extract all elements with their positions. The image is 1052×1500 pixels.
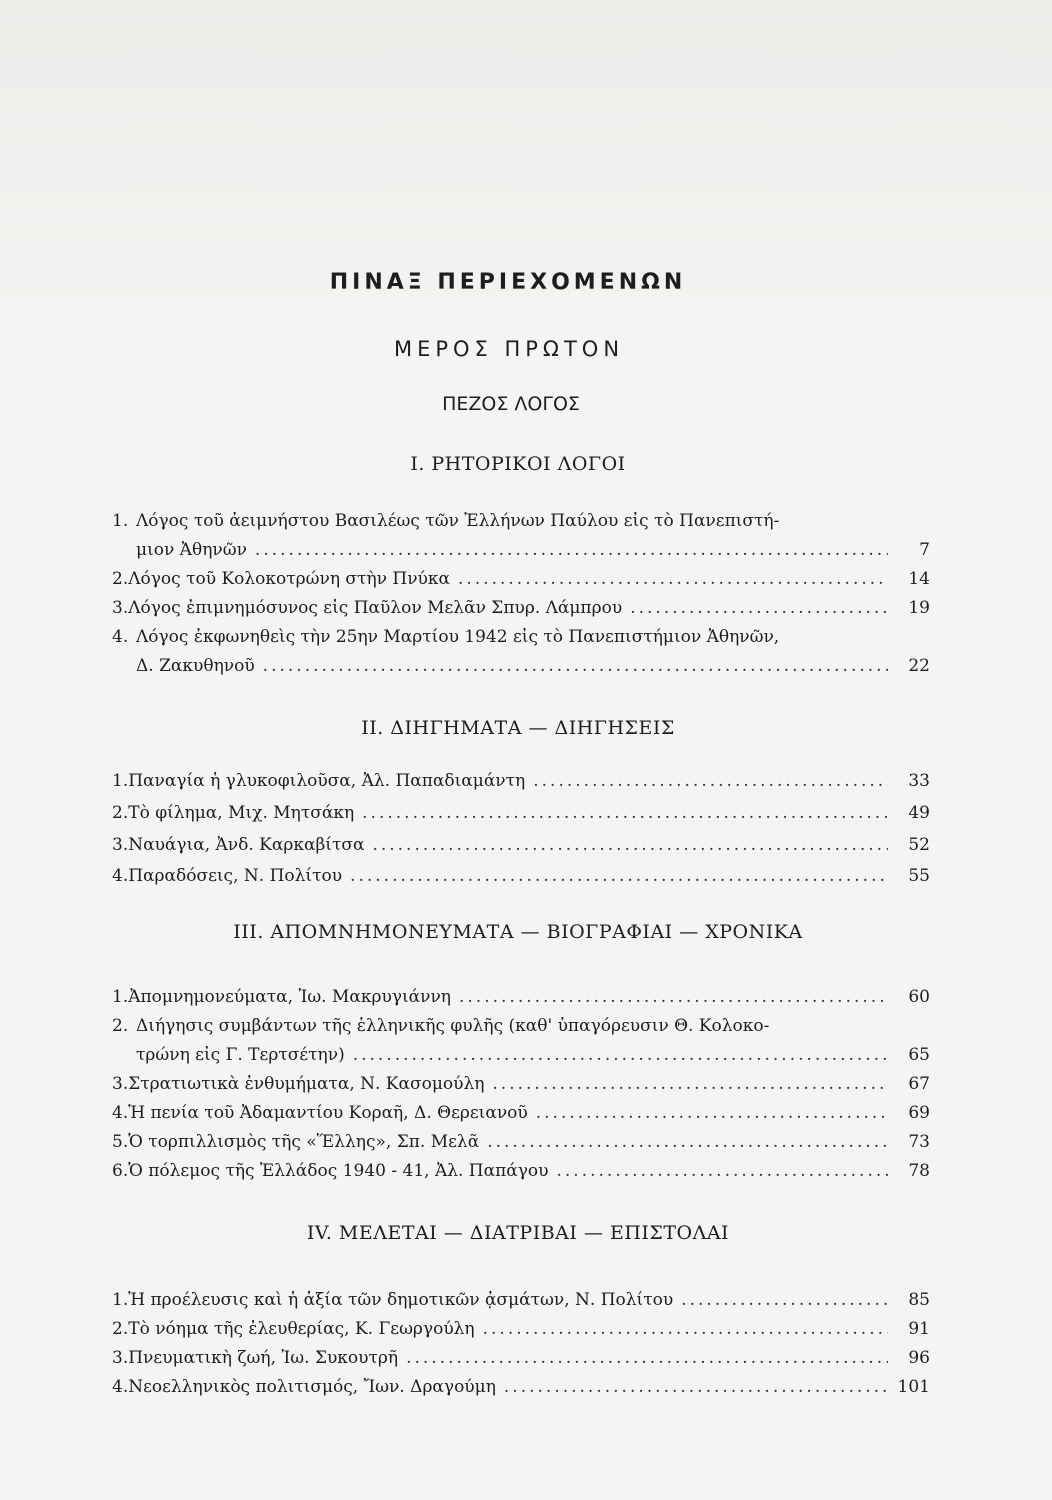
leader-dots bbox=[458, 565, 888, 594]
section-heading-1: I. ΡΗΤΟΡΙΚΟΙ ΛΟΓΟΙ bbox=[410, 453, 626, 475]
section-heading-3: III. ΑΠΟΜΝΗΜΟΝΕΥΜΑΤΑ — ΒΙΟΓΡΑΦΙΑΙ — ΧΡΟΝΙΚΑ bbox=[233, 921, 803, 943]
entry-title: Ὁ τορπιλλισμὸς τῆς «Ἕλλης», Σπ. Μελᾶ bbox=[128, 1132, 480, 1152]
entry-title-continued: Δ. Ζακυθηνοῦ bbox=[136, 656, 255, 676]
entry-number: 1. bbox=[112, 771, 129, 791]
entry-page: 69 bbox=[908, 1103, 930, 1123]
entry-title: Λόγος ἐκφωνηθεὶς τὴν 25ην Μαρτίου 1942 εἰς τὸ Πανεπιστήμιον Ἀθηνῶν, bbox=[136, 627, 780, 647]
entry-title: Ὁ πόλεμος τῆς Ἑλλάδος 1940 - 41, Ἀλ. Παπάγου bbox=[128, 1161, 549, 1181]
entry-page: 55 bbox=[908, 866, 930, 886]
entry-number: 2. bbox=[112, 569, 129, 589]
leader-dots bbox=[263, 652, 888, 681]
entry-title: Ἡ πενία τοῦ Ἀδαμαντίου Κοραῆ, Δ. Θερειανοῦ bbox=[128, 1103, 528, 1123]
entry-title: Παναγία ἡ γλυκοφιλοῦσα, Ἀλ. Παπαδιαμάντη bbox=[128, 771, 526, 791]
leader-dots bbox=[459, 983, 888, 1012]
leader-dots bbox=[557, 1157, 889, 1186]
subtitle: ΠΕΖΟΣ ΛΟΓΟΣ bbox=[442, 393, 580, 415]
entry-number: 2. bbox=[112, 1319, 129, 1339]
toc-entry[interactable] bbox=[112, 623, 930, 681]
section-heading-4: IV. ΜΕΛΕΤΑΙ — ΔΙΑΤΡΙΒΑΙ — ΕΠΙΣΤΟΛΑΙ bbox=[306, 1222, 730, 1244]
leader-dots bbox=[504, 1373, 888, 1402]
entry-page: 14 bbox=[908, 569, 930, 589]
entry-title: Διήγησις συμβάντων τῆς ἑλληνικῆς φυλῆς (καθ' ὑπαγόρευσιν Θ. Κολοκο- bbox=[136, 1016, 770, 1036]
toc-entry[interactable] bbox=[112, 1128, 930, 1157]
part-title: ΜΕΡΟΣ ΠΡΩΤΟΝ bbox=[393, 337, 625, 361]
leader-dots bbox=[533, 767, 888, 796]
toc-entry[interactable] bbox=[112, 594, 930, 623]
toc-entry[interactable] bbox=[112, 1315, 930, 1344]
entry-title: Πνευματικὴ ζωή, Ἰω. Συκουτρῆ bbox=[128, 1348, 399, 1368]
toc-entry[interactable] bbox=[112, 831, 930, 860]
entry-title: Ἡ προέλευσις καὶ ἡ ἀξία τῶν δημοτικῶν ᾀσμάτων, Ν. Πολίτου bbox=[128, 1290, 674, 1310]
entry-number: 3. bbox=[112, 835, 129, 855]
entry-number: 4. bbox=[112, 866, 129, 886]
leader-dots bbox=[372, 831, 888, 860]
toc-entry[interactable] bbox=[112, 862, 930, 891]
entry-number: 5. bbox=[112, 1132, 129, 1152]
entry-number: 4. bbox=[112, 1103, 129, 1123]
entry-number: 4. bbox=[112, 627, 129, 647]
entry-title-continued: μιον Ἀθηνῶν bbox=[136, 540, 247, 560]
entry-title: Παραδόσεις, Ν. Πολίτου bbox=[128, 866, 343, 886]
entry-number: 2. bbox=[112, 803, 129, 823]
entry-number: 1. bbox=[112, 987, 129, 1007]
leader-dots bbox=[492, 1070, 888, 1099]
leader-dots bbox=[630, 594, 888, 623]
entry-title: Λόγος τοῦ Κολοκοτρώνη στὴν Πνύκα bbox=[128, 569, 450, 589]
entry-number: 4. bbox=[112, 1377, 129, 1397]
entry-number: 1. bbox=[112, 511, 129, 531]
toc-entry[interactable] bbox=[112, 799, 930, 828]
entry-title: Λόγος ἐπιμνημόσυνος εἰς Παῦλον Μελᾶν Σπυρ. Λάμπρου bbox=[128, 598, 623, 618]
entry-page: 78 bbox=[908, 1161, 930, 1181]
toc-entry[interactable] bbox=[112, 1373, 930, 1402]
entry-page: 52 bbox=[908, 835, 930, 855]
leader-dots bbox=[483, 1315, 888, 1344]
toc-entry[interactable] bbox=[112, 1286, 930, 1315]
toc-entry[interactable] bbox=[112, 1099, 930, 1128]
entry-title: Ναυάγια, Ἀνδ. Καρκαβίτσα bbox=[128, 835, 365, 855]
entry-page: 33 bbox=[908, 771, 930, 791]
section-heading-2: II. ΔΙΗΓΗΜΑΤΑ — ΔΙΗΓΗΣΕΙΣ bbox=[361, 717, 675, 739]
entry-number: 6. bbox=[112, 1161, 129, 1181]
entry-number: 1. bbox=[112, 1290, 129, 1310]
entry-title: Τὸ νόημα τῆς ἐλευθερίας, Κ. Γεωργούλη bbox=[128, 1319, 475, 1339]
toc-entry[interactable] bbox=[112, 507, 930, 565]
entry-number: 3. bbox=[112, 1348, 129, 1368]
entry-title-continued: τρώνη εἰς Γ. Τερτσέτην) bbox=[136, 1045, 345, 1065]
entry-page: 7 bbox=[919, 540, 930, 560]
entry-number: 3. bbox=[112, 1074, 129, 1094]
toc-entry[interactable] bbox=[112, 983, 930, 1012]
entry-title: Νεοελληνικὸς πολιτισμός, Ἴων. Δραγούμη bbox=[128, 1377, 496, 1397]
leader-dots bbox=[353, 1041, 888, 1070]
entry-page: 60 bbox=[908, 987, 930, 1007]
toc-entry[interactable] bbox=[112, 1012, 930, 1070]
page-title: ΠΙΝΑΞ ΠΕΡΙΕΧΟΜΕΝΩΝ bbox=[329, 270, 687, 295]
entry-page: 96 bbox=[908, 1348, 930, 1368]
entry-title: Στρατιωτικὰ ἐνθυμήματα, Ν. Κασομούλη bbox=[128, 1074, 485, 1094]
entry-page: 49 bbox=[908, 803, 930, 823]
toc-entry[interactable] bbox=[112, 1070, 930, 1099]
leader-dots bbox=[487, 1128, 888, 1157]
leader-dots bbox=[362, 799, 888, 828]
leader-dots bbox=[406, 1344, 888, 1373]
entry-page: 22 bbox=[908, 656, 930, 676]
entry-page: 85 bbox=[908, 1290, 930, 1310]
entry-number: 3. bbox=[112, 598, 129, 618]
entry-title: Τὸ φίλημα, Μιχ. Μητσάκη bbox=[128, 803, 355, 823]
toc-entry[interactable] bbox=[112, 1157, 930, 1186]
entry-page: 19 bbox=[908, 598, 930, 618]
entry-page: 91 bbox=[908, 1319, 930, 1339]
leader-dots bbox=[681, 1286, 888, 1315]
toc-entry[interactable] bbox=[112, 1344, 930, 1373]
toc-entry[interactable] bbox=[112, 767, 930, 796]
leader-dots bbox=[350, 862, 888, 891]
leader-dots bbox=[536, 1099, 888, 1128]
entry-title: Λόγος τοῦ ἀειμνήστου Βασιλέως τῶν Ἑλλήνων Παύλου εἰς τὸ Πανεπιστή- bbox=[136, 511, 780, 531]
entry-page: 73 bbox=[908, 1132, 930, 1152]
entry-page: 65 bbox=[908, 1045, 930, 1065]
entry-number: 2. bbox=[112, 1016, 129, 1036]
toc-entry[interactable] bbox=[112, 565, 930, 594]
entry-page: 67 bbox=[908, 1074, 930, 1094]
entry-title: Ἀπομνημονεύματα, Ἰω. Μακρυγιάννη bbox=[128, 987, 451, 1007]
leader-dots bbox=[255, 536, 888, 565]
entry-page: 101 bbox=[897, 1377, 930, 1397]
